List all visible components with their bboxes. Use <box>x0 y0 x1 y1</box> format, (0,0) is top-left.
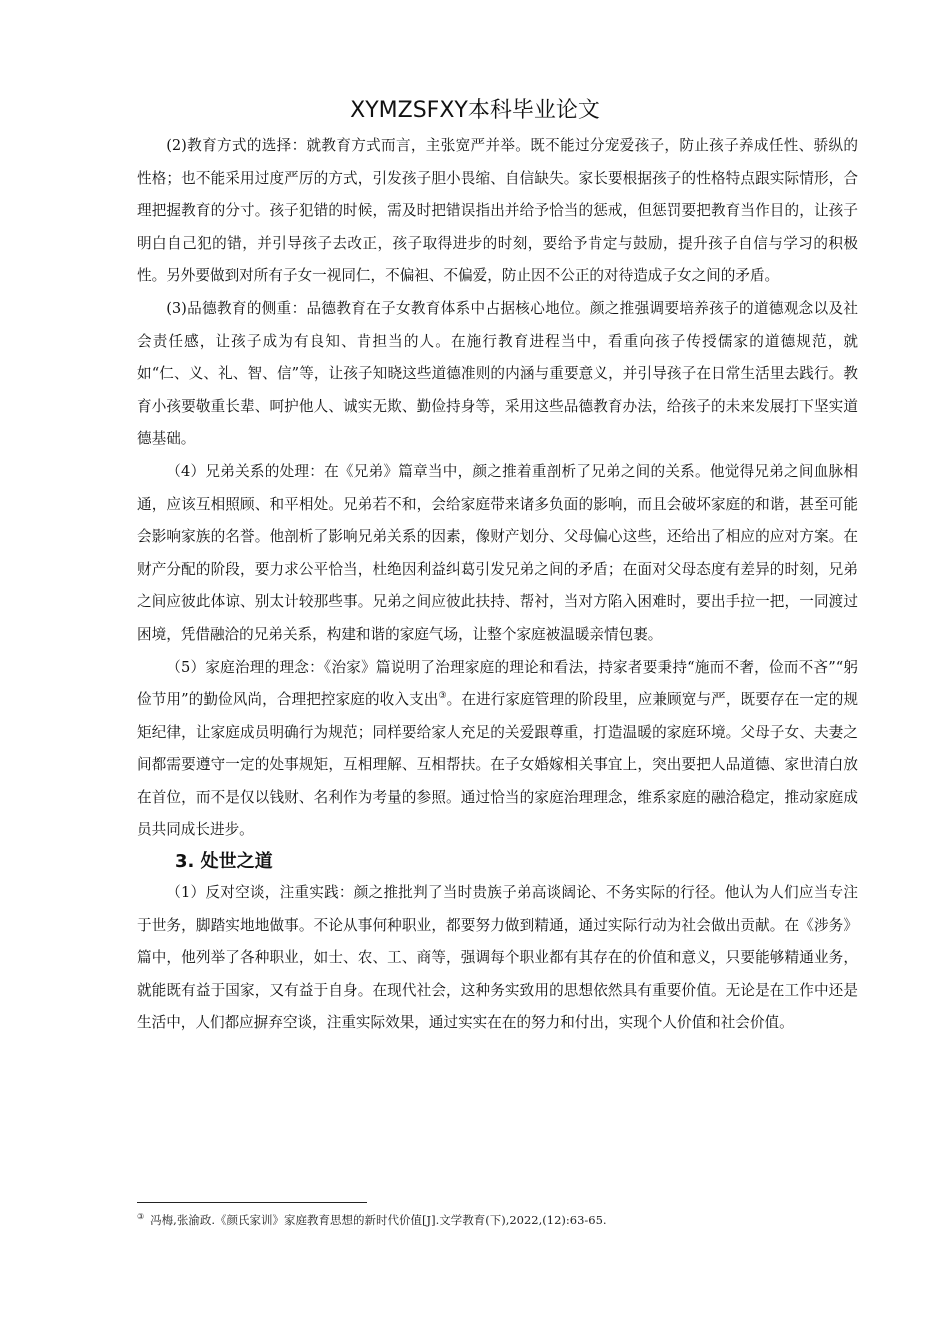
footnote-marker: ③ <box>137 1212 145 1222</box>
footnote-reference-marker[interactable]: ③ <box>438 691 447 702</box>
page-header-title: XYMZSFXY本科毕业论文 <box>350 98 600 123</box>
paragraph-brothers-relationship: （4）兄弟关系的处理：在《兄弟》篇章当中，颜之推着重剖析了兄弟之间的关系。他觉得兄弟之间血脉相通，应该互相照顾、和平相处。兄弟若不和，会给家庭带来诸多负面的影响，而且会破坏家庭的和谐，甚至可能会影响家族的名誉。他剖析了影响兄弟关系的因素，像财产划分、父母偏心这些，还给出了相应的应对方案。在财产分配的阶段，要力求公平恰当，杜绝因利益纠葛引发兄弟之间的矛盾；在面对父母态度有差异的时刻，兄弟之间应彼此体谅、别太计较那些事。兄弟之间应彼此扶持、帮衬，当对方陷入困难时，要出手拉一把，一同渡过困境，凭借融洽的兄弟关系，构建和谐的家庭气场，让整个家庭被温暖亲情包裹。 <box>137 462 858 643</box>
paragraph-moral-education: (3)品德教育的侧重：品德教育在子女教育体系中占据核心地位。颜之推强调要培养孩子的道德观念以及社会责任感，让孩子成为有良知、肯担当的人。在施行教育进程当中，看重向孩子传授儒家的道德规范，就如“仁、义、礼、智、信”等，让孩子知晓这些道德准则的内涵与重要意义，并引导孩子在日常生活里去践行。教育小孩要敬重长辈、呵护他人、诚实无欺、勤俭持身等，采用这些品德教育办法，给孩子的未来发展打下坚实道德基础。 <box>137 299 858 448</box>
footnote-divider <box>137 1202 367 1203</box>
paragraph-practice-over-talk: （1）反对空谈，注重实践：颜之推批判了当时贵族子弟高谈阔论、不务实际的行径。他认为人们应当专注于世务，脚踏实地地做事。不论从事何种职业，都要努力做到精通，通过实际行动为社会做出贡献。在《涉务》篇中，他列举了各种职业，如士、农、工、商等，强调每个职业都有其存在的价值和意义，只要能够精通业务，就能既有益于国家，又有益于自身。在现代社会，这种务实致用的思想依然具有重要价值。无论是在工作中还是生活中，人们都应摒弃空谈，注重实际效果，通过实实在在的努力和付出，实现个人价值和社会价值。 <box>137 884 858 1032</box>
paragraph-family-governance-part2: 。在进行家庭管理的阶段里，应兼顾宽与严，既要存在一定的规矩纪律，让家庭成员明确行为规范；同样要给家人充足的关爱跟尊重，打造温暖的家庭环境。父母子女、夫妻之间都需要遵守一定的处事规矩，互相理解、互相帮扶。在子女婚嫁相关事宜上，突出要把人品道德、家世清白放在首位，而不是仅以钱财、名利作为考量的参照。通过恰当的家庭治理理念，维系家庭的融洽稳定，推动家庭成员共同成长进步。 <box>137 691 858 839</box>
paragraph-family-governance-part1: （5）家庭治理的理念：《治家》篇说明了治理家庭的理论和看法，持家者要秉持“施而不奢，俭而不吝”“躬俭节用”的勤俭风尚，合理把控家庭的收入支出 <box>137 658 858 709</box>
body-text <box>137 130 858 1040</box>
paragraph-education-method: (2)教育方式的选择：就教育方式而言，主张宽严并举。既不能过分宠爱孩子，防止孩子养成任性、骄纵的性格；也不能采用过度严厉的方式，引发孩子胆小畏缩、自信缺失。家长要根据孩子的性格特点跟实际情形，合理把握教育的分寸。孩子犯错的时候，需及时把错误指出并给予恰当的惩戒，但惩罚要把教育当作目的，让孩子明白自己犯的错，并引导孩子去改正，孩子取得进步的时刻，要给予肯定与鼓励，提升孩子自信与学习的积极性。另外要做到对所有子女一视同仁，不偏袒、不偏爱，防止因不公正的对待造成子女之间的矛盾。 <box>137 137 858 285</box>
footnote-text: 冯梅,张渝政.《颜氏家训》家庭教育思想的新时代价值[J].文学教育(下),2022,(12):63-65. <box>150 1213 607 1227</box>
section-heading-conduct: 3. 处世之道 <box>175 851 273 873</box>
paragraph-family-governance <box>137 652 858 848</box>
footnote <box>137 1212 858 1228</box>
